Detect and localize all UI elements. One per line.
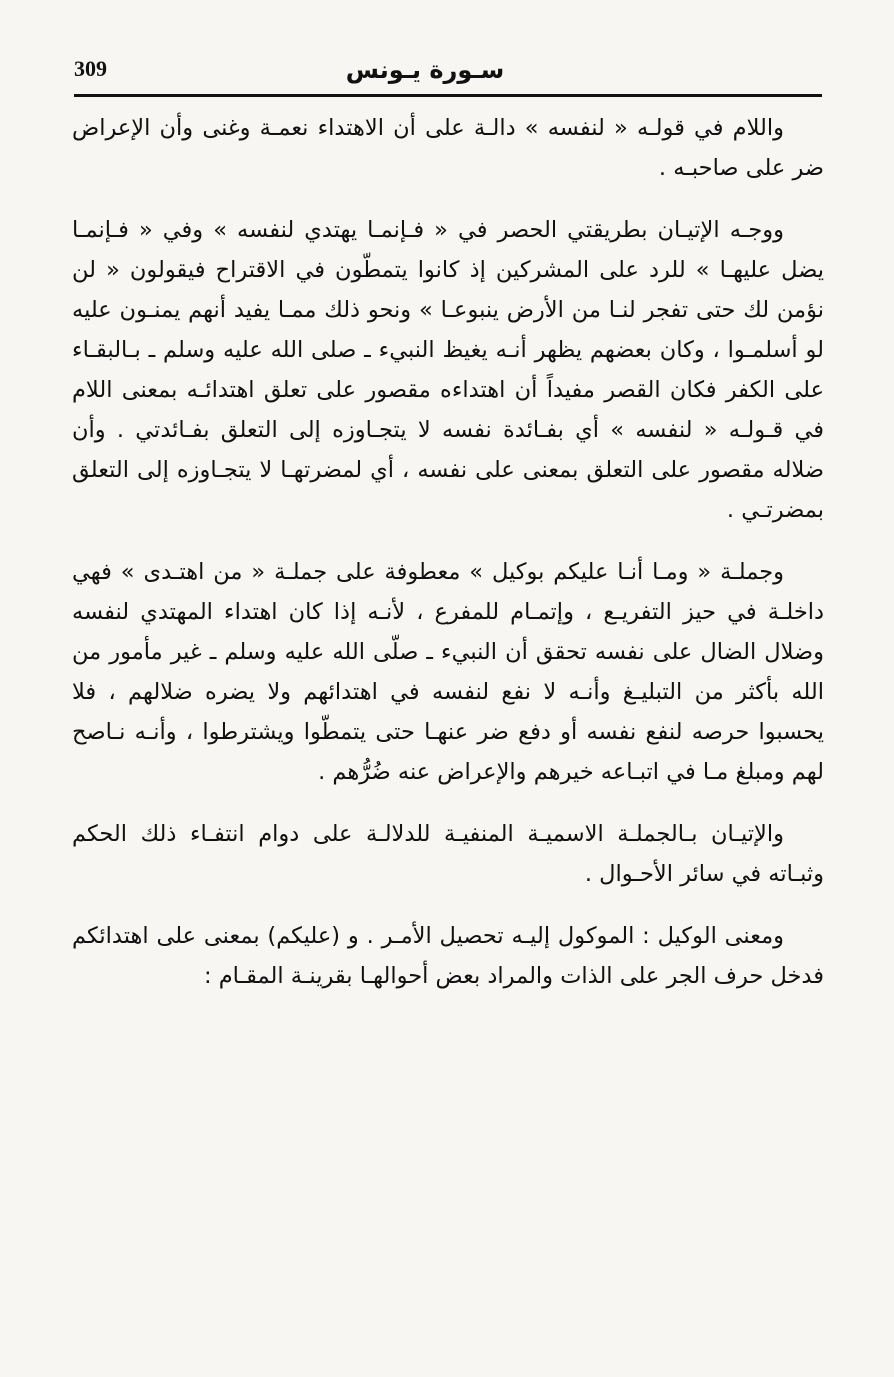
body-text xyxy=(72,108,824,1018)
paragraph: والإتيـان بـالجملـة الاسميـة المنفيـة للدلالـة على دوام انتفـاء ذلك الحكم وثبـاته في سائر الأحـوال . xyxy=(72,821,824,887)
paragraph: ومعنى الوكيل : الموكول إليـه تحصيل الأمـر . و (عليكم) بمعنى على اهتدائكم فدخل حرف الجر على الذات والمراد بعض أحوالهـا بقرينـة المقـام : xyxy=(72,923,824,989)
running-header-title: سـورة يـونس xyxy=(345,56,505,84)
paragraph: وجملـة « ومـا أنـا عليكم بوكيل » معطوفة على جملـة « من اهتـدى » فهي داخلـة في حيز التفريـع ، وإتمـام للمفرع ، لأنـه إذا كان اهتداء المهتدي لنفسه وضلال الضال على نفسه تحقق أن النبيء ـ صلّى الله عليه وسلم ـ غير مأمور من الله بأكثر من التبليـغ وأنـه لا نفع لنفسه في اهتدائهم ولا يضره ضلالهم ، فلا يحسبوا حرصه لنفع نفسه أو دفع ضر عنهـا حتى يتمطّوا ويشترطوا ، وأنـه نـاصح لهم ومبلغ مـا في اتبـاعه خيرهم والإعراض عنه ضُرُّهم . xyxy=(72,559,824,785)
paragraph: ووجـه الإتيـان بطريقتي الحصر في « فـإنمـا يهتدي لنفسه » وفي « فـإنمـا يضل عليهـا » للرد على المشركين إذ كانوا يتمطّون في الاقتراح فيقولون « لن نؤمن لك حتى تفجر لنـا من الأرض ينبوعـا » ونحو ذلك ممـا يفيد أنهم يمنـون عليه لو أسلمـوا ، وكان بعضهم يظهر أنـه يغيظ النبيء ـ صلى الله عليه وسلم ـ بـالبقـاء على الكفر فكان القصر مفيداً أن اهتداءه مقصور على تعلق اهتدائـه بمعنى اللام في قـولـه « لنفسه » أي بفـائدة نفسه لا يتجـاوزه إلى التعلق بفـائدتي . وأن ضلاله مقصور على التعلق بمعنى على نفسه ، أي لمضرتهـا لا يتجـاوزه إلى التعلق بمضرتـي . xyxy=(72,217,824,523)
header-divider xyxy=(74,94,822,97)
page-number: 309 xyxy=(74,56,107,81)
paragraph: واللام في قولـه « لنفسه » دالـة على أن الاهتداء نعمـة وغنى وأن الإعراض ضر على صاحبـه . xyxy=(72,115,824,181)
